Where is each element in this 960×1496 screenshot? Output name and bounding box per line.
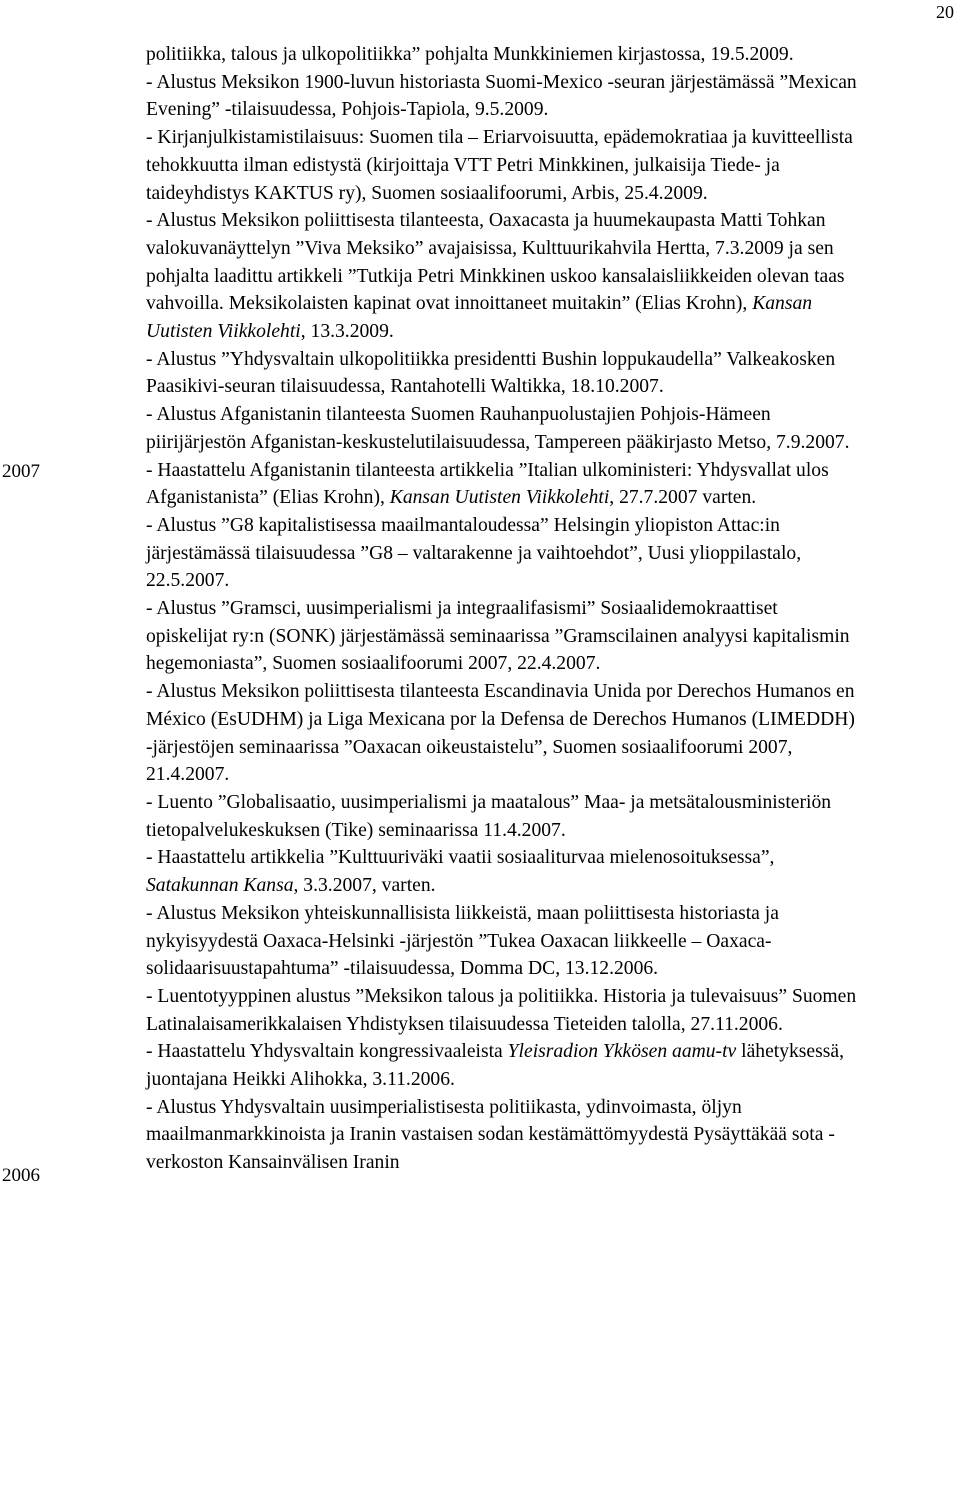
entry-text: - Luento ”Globalisaatio, uusimperialismi ja maatalous” Maa- ja metsätalousministeriön tietopalvelukeskuksen (Tike) seminaarissa 11.4.2007. bbox=[146, 791, 832, 841]
activity-entry bbox=[146, 900, 858, 983]
entry-text: - Alustus Meksikon 1900-luvun historiasta Suomi-Mexico -seuran järjestämässä ”Mexican Evening” -tilaisuudessa, Pohjois-Tapiola, 9.5.2009. bbox=[146, 71, 857, 121]
entry-text: - Kirjanjulkistamistilaisuus: Suomen tila – Eriarvoisuutta, epädemokratiaa ja kuvitteellista tehokkuutta ilman edistystä (kirjoittaja VTT Petri Minkkinen, julkaisija Tiede- ja taideyhdistys KAKTUS ry), Suomen sosiaalifoorumi, Arbis, 25.4.2009. bbox=[146, 127, 853, 204]
activity-entry bbox=[146, 69, 858, 124]
activity-entry bbox=[146, 207, 858, 346]
activity-entry bbox=[146, 844, 858, 899]
entry-text: politiikka, talous ja ulkopolitiikka” pohjalta Munkkiniemen kirjastossa, 19.5.2009. bbox=[146, 44, 794, 65]
activity-entry bbox=[146, 678, 858, 789]
entry-text: - Alustus ”G8 kapitalistisessa maailmantaloudessa” Helsingin yliopiston Attac:in järjestämässä tilaisuudessa ”G8 – valtarakenne ja vaihtoehdot”, Uusi ylioppilastalo, 22.5.2007. bbox=[146, 514, 802, 592]
entry-text: , 3.3.2007, varten. bbox=[293, 875, 436, 897]
entry-text: - Alustus ”Gramsci, uusimperialismi ja integraalifasismi” Sosiaalidemokraattiset opiskelijat ry:n (SONK) järjestämässä seminaarissa ”Gramscilainen analyysi kapitalismin hegemoniasta”, Suomen sosiaalifoorumi 2007, 22.4.2007. bbox=[146, 598, 850, 675]
entry-text: , 13.3.2009. bbox=[300, 321, 394, 343]
entry-text: - Luentotyyppinen alustus ”Meksikon talous ja politiikka. Historia ja tulevaisuus” Suomen Latinalaisamerikkalaisen Yhdistyksen tilaisuudessa Tieteiden talolla, 27.11.2006. bbox=[146, 985, 857, 1035]
publication-title: Kansan Uutisten Viikkolehti bbox=[389, 487, 610, 509]
activity-entry bbox=[146, 457, 858, 512]
year-label-2006: 2006 bbox=[2, 1165, 40, 1186]
activity-entry bbox=[146, 789, 858, 844]
activity-entry bbox=[146, 1038, 858, 1093]
publication-title: Kansan Uutisten Viikkolehti bbox=[146, 293, 813, 343]
entry-text: - Haastattelu artikkelia ”Kulttuuriväki vaatii sosiaaliturvaa mielenosoituksessa”, bbox=[146, 847, 775, 869]
publication-title: Satakunnan Kansa bbox=[146, 875, 294, 897]
entry-text: - Alustus Meksikon poliittisesta tilanteesta, Oaxacasta ja huumekaupasta Matti Tohkan valokuvanäyttelyn ”Viva Meksiko” avajaisissa, Kulttuurikahvila Hertta, 7.3.2009 ja sen pohjalta laadittu artikkeli ”Tutkija Petri Minkkinen uskoo kansalaisliikkeiden olevan taas vahvoilla. Meksikolaisten kapinat ovat innoittaneet muitakin” (Elias Krohn), bbox=[146, 210, 845, 315]
activity-entry bbox=[146, 595, 858, 678]
entry-text: - Alustus Afganistanin tilanteesta Suomen Rauhanpuolustajien Pohjois-Hämeen piirijärjestön Afganistan-keskustelutilaisuudessa, Tampereen pääkirjasto Metso, 7.9.2007. bbox=[146, 404, 850, 453]
entry-text: - Haastattelu Afganistanin tilanteesta artikkelia ”Italian ulkoministeri: Yhdysvallat ulos Afganistanista” (Elias Krohn), bbox=[146, 459, 829, 509]
page-number: 20 bbox=[936, 2, 954, 22]
entry-text: lähetyksessä, juontajana Heikki Alihokka, 3.11.2006. bbox=[146, 1041, 844, 1091]
activity-entry bbox=[146, 41, 858, 69]
entry-text: - Alustus Meksikon poliittisesta tilanteesta Escandinavia Unida por Derechos Humanos en México (EsUDHM) ja Liga Mexicana por la Defensa de Derechos Humanos (LIMEDDH) -järjestöjen seminaarissa ”Oaxacan oikeustaistelu”, Suomen sosiaalifoorumi 2007, 21.4.2007. bbox=[146, 681, 855, 786]
publication-title: Yleisradion Ykkösen aamu-tv bbox=[507, 1041, 737, 1063]
entry-text: - Haastattelu Yhdysvaltain kongressivaaleista bbox=[146, 1041, 508, 1063]
activity-entry bbox=[146, 1094, 858, 1177]
activity-entry bbox=[146, 124, 858, 207]
year-label-2007: 2007 bbox=[2, 461, 40, 482]
activity-entry bbox=[146, 983, 858, 1038]
activity-entry bbox=[146, 346, 858, 401]
activity-entry bbox=[146, 401, 858, 456]
entry-text: - Alustus ”Yhdysvaltain ulkopolitiikka presidentti Bushin loppukaudella” Valkeakosken Paasikivi-seuran tilaisuudessa, Rantahotelli Waltikka, 18.10.2007. bbox=[146, 348, 836, 398]
entry-text: , 27.7.2007 varten. bbox=[609, 487, 757, 509]
entry-text: - Alustus Yhdysvaltain uusimperialistisesta politiikasta, ydinvoimasta, öljyn maailmanmarkkinoista ja Iranin vastaisen sodan kestämättömyydestä Pysäyttäkää sota -verkoston Kansainvälisen Iranin bbox=[146, 1096, 835, 1174]
activity-entry bbox=[146, 512, 858, 595]
entry-text: - Alustus Meksikon yhteiskunnallisista liikkeistä, maan poliittisesta historiasta ja nykyisyydestä Oaxaca-Helsinki -järjestön ”Tukea Oaxacan liikkeelle – Oaxaca-solidaarisuustapahtuma” -tilaisuudessa, Domma DC, 13.12.2006. bbox=[146, 902, 779, 980]
activity-list bbox=[146, 41, 858, 1177]
